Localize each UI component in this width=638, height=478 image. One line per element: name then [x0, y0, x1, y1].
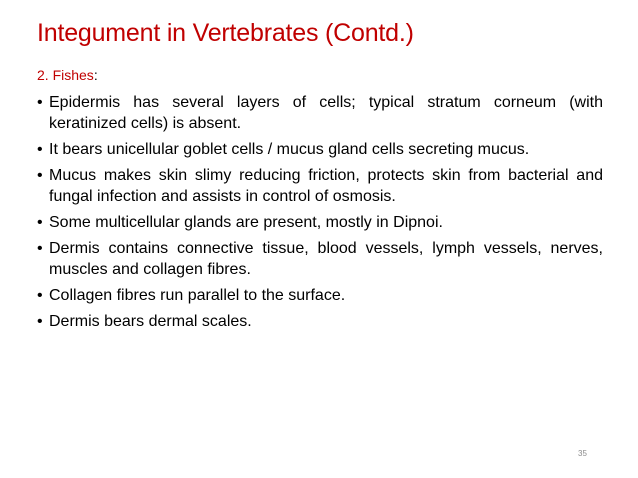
bullet-item	[37, 311, 603, 332]
bullet-text: Epidermis has several layers of cells; typical stratum corneum (with keratinized cells) is absent.	[49, 94, 603, 132]
bullet-item	[37, 165, 603, 207]
section-subheading	[37, 67, 98, 83]
bullet-dot-icon: •	[37, 94, 43, 111]
bullet-dot-icon: •	[37, 141, 43, 158]
bullet-text: Some multicellular glands are present, mostly in Dipnoi.	[49, 214, 443, 231]
bullet-text: Collagen fibres run parallel to the surface.	[49, 287, 346, 304]
bullet-dot-icon: •	[37, 287, 43, 304]
bullet-dot-icon: •	[37, 240, 43, 257]
bullet-dot-icon: •	[37, 167, 43, 184]
bullet-text: Dermis bears dermal scales.	[49, 313, 252, 330]
bullet-item	[37, 139, 603, 160]
bullet-item	[37, 238, 603, 280]
slide-title: Integument in Vertebrates (Contd.)	[37, 19, 414, 47]
bullet-text: Mucus makes skin slimy reducing friction, protects skin from bacterial and fungal infection and assists in control of osmosis.	[49, 167, 603, 205]
bullet-item	[37, 92, 603, 134]
bullet-item	[37, 212, 603, 233]
subheading-colon: :	[93, 67, 98, 83]
page-number: 35	[578, 449, 587, 458]
bullet-list	[37, 92, 603, 337]
bullet-text: It bears unicellular goblet cells / mucus gland cells secreting mucus.	[49, 141, 530, 158]
subheading-text: 2. Fishes	[37, 67, 94, 83]
bullet-dot-icon: •	[37, 313, 43, 330]
bullet-text: Dermis contains connective tissue, blood vessels, lymph vessels, nerves, muscles and collagen fibres.	[49, 240, 603, 278]
bullet-dot-icon: •	[37, 214, 43, 231]
bullet-item	[37, 285, 603, 306]
